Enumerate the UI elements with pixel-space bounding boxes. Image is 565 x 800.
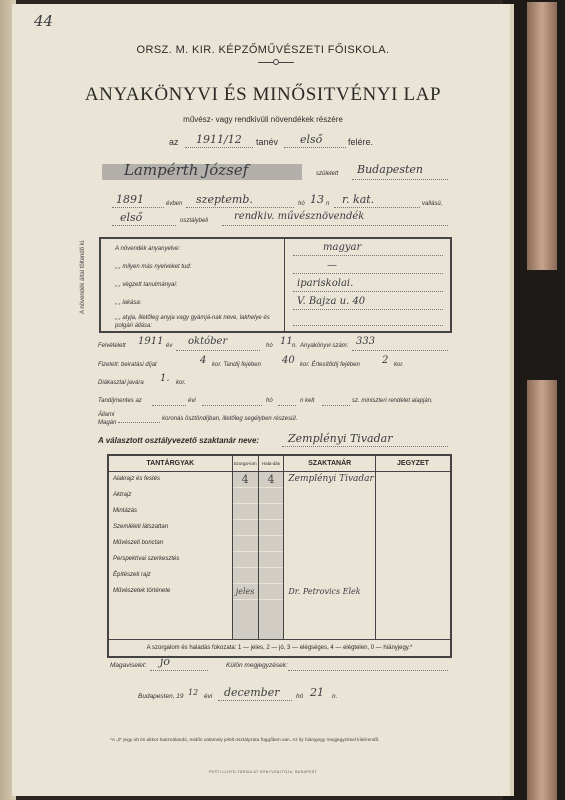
- stipend-allami: Állami: [98, 412, 115, 418]
- fee-kor1: kor. Tandíj fejében: [212, 362, 261, 368]
- ornament-dot: [273, 59, 279, 65]
- fee-kor3: kor.: [394, 362, 404, 368]
- diak-value: 1.: [160, 373, 170, 384]
- diak-label: Diákasztal javára: [98, 380, 144, 386]
- progress-cell: [258, 567, 284, 583]
- progress-cell: [258, 551, 284, 567]
- conduct-value: jó: [160, 655, 171, 668]
- sign-evi: évi: [204, 693, 213, 700]
- footnote: *A „0” jegy ott és akkor használandó, midőn valamely jelölt osztályzata függőben van. Az ily hiányjegy megjegyzésel kísérendő.: [110, 738, 380, 743]
- birth-place: Budapesten: [357, 163, 423, 176]
- progress-cell: [258, 583, 284, 599]
- enrolled-day: 11: [280, 336, 293, 347]
- address-value: V. Bajza u. 40: [297, 296, 366, 307]
- type-line: [222, 225, 448, 226]
- col-notes: JEGYZET: [375, 455, 451, 471]
- diligence-cell: [232, 551, 258, 567]
- form-subtitle: művész- vagy rendkivüli növendékek részére: [183, 115, 343, 124]
- subject-cell: Alakrajz és festés: [108, 471, 232, 487]
- mother-tongue-value: magyar: [323, 242, 362, 253]
- exempt-rest: sz. miniszteri rendelet alapján.: [352, 398, 433, 404]
- diligence-cell: [232, 487, 258, 503]
- table-row: [108, 599, 451, 639]
- student-type: rendkiv. művésznövendék: [234, 211, 365, 222]
- mother-tongue-label: A növendék anyanyelve:: [115, 246, 181, 252]
- az-label: az: [169, 137, 179, 147]
- reg-no-label: Anyakönyvi szám:: [300, 343, 349, 349]
- fee-entry: 4: [200, 355, 207, 366]
- diligence-cell: [232, 503, 258, 519]
- teacher-cell: [284, 535, 376, 551]
- class-value: első: [120, 211, 143, 224]
- teacher-label: A választott osztályvezető szaktanár neve:: [98, 436, 260, 445]
- notes-cell: [375, 567, 451, 583]
- exempt-nkelt: n kelt: [300, 398, 315, 404]
- teacher-cell: [284, 503, 376, 519]
- progress-cell: [258, 519, 284, 535]
- notes-cell: [375, 551, 451, 567]
- school-year: 1911/12: [196, 133, 242, 146]
- progress-cell: 4: [258, 471, 284, 487]
- birth-year-line: [112, 207, 164, 208]
- exempt-label: Tandíjmentes az: [98, 398, 142, 404]
- col-subjects: TANTÁRGYAK: [108, 455, 232, 471]
- exempt-evi: évi: [188, 398, 196, 404]
- studies-value: ipariskolai.: [297, 278, 354, 289]
- parent-label: „ „ atyja, illetőleg anyja vagy gyámjá-nak neve, lakhelye és polgári állása:: [115, 315, 270, 329]
- table-row: [108, 551, 451, 567]
- enrolled-n: n.: [292, 343, 298, 349]
- born-line: [352, 179, 448, 180]
- notes-cell: [375, 519, 451, 535]
- n-label: n: [326, 201, 330, 207]
- teacher-cell: [284, 551, 376, 567]
- reg-no: 333: [356, 336, 376, 347]
- year-line: [185, 147, 253, 148]
- enrolled-ho: hó: [266, 343, 273, 349]
- subject-cell: Építészeti rajz: [108, 567, 232, 583]
- sign-month: december: [224, 686, 280, 699]
- teacher-cell: Dr. Petrovics Elek: [284, 583, 376, 599]
- subject-cell: Művészeti bonctan: [108, 535, 232, 551]
- evben-label: évben: [166, 201, 183, 207]
- grade-scale: A szorgalom és haladás fokozata: 1 — jeles, 2 — jó, 3 — elégséges, 4 — elégtelen, 0 — hiányjegy.*: [108, 639, 451, 657]
- table-row: [108, 535, 451, 551]
- table-row: [108, 519, 451, 535]
- religion-suffix: vallású,: [422, 201, 443, 207]
- enrolled-month: október: [188, 336, 228, 347]
- ev-label: év: [166, 343, 173, 349]
- table-row: [108, 487, 451, 503]
- sign-ho: hó: [296, 693, 304, 700]
- table-row: [108, 471, 451, 487]
- languages-value: —: [327, 260, 337, 271]
- register-page: [12, 4, 514, 796]
- table-row: [108, 567, 451, 583]
- subject-cell: Szemléleti látszattan: [108, 519, 232, 535]
- address-label: „ „ lakása:: [115, 300, 142, 306]
- term-half: első: [300, 133, 323, 146]
- printer-mark: PESTI LLOYD-TÁRSULAT KÖNYVSAJTÓJA, BUDAPEST: [208, 770, 318, 774]
- ho-label: hó: [298, 201, 305, 207]
- side-note: A növendék által töltendő ki.: [80, 239, 86, 314]
- grades-table: [107, 454, 452, 658]
- form-title: ANYAKÖNYVI ÉS MINŐSITVÉNYI LAP: [84, 84, 442, 105]
- progress-cell: [258, 503, 284, 519]
- fees-label: Fizetett: beiratási díjat: [98, 362, 157, 368]
- half-line: [284, 147, 346, 148]
- subject-cell: Művészetek története: [108, 583, 232, 599]
- tanev-label: tanév: [256, 137, 279, 147]
- sign-year: 12: [188, 688, 199, 697]
- institution-name: ORSZ. M. KIR. KÉPZŐMŰVÉSZETI FŐISKOLA.: [136, 44, 390, 56]
- diligence-cell: [232, 567, 258, 583]
- notes-cell: [375, 471, 451, 487]
- teacher-cell: [284, 519, 376, 535]
- table-row: [108, 583, 451, 599]
- teacher-value: Zemplényi Tivadar: [288, 432, 393, 445]
- enrolled-year: 1911: [138, 336, 164, 347]
- teacher-cell: [284, 487, 376, 503]
- stipend-magan: Magán: [98, 420, 117, 426]
- table-row: [108, 503, 451, 519]
- subject-cell: Perspektívai szerkesztés: [108, 551, 232, 567]
- spine-leather-bottom: [527, 380, 557, 800]
- fee-kor2: kor. Értesítődíj fejében: [300, 362, 360, 368]
- exempt-ho: hó: [266, 398, 273, 404]
- page-number: 44: [34, 12, 54, 30]
- subject-cell: Aktrajz: [108, 487, 232, 503]
- birth-day: 13: [310, 193, 324, 206]
- teacher-cell: Zemplényi Tivadar: [284, 471, 376, 487]
- sign-prefix: Budapesten, 19: [138, 693, 184, 700]
- col-diligence: Szorga-lom: [232, 455, 258, 471]
- diligence-cell: [232, 519, 258, 535]
- notes-cell: [375, 583, 451, 599]
- teacher-cell: [284, 567, 376, 583]
- stipend-text: koronás ösztöndíjban, illetőleg segélyben részesül.: [162, 416, 298, 422]
- special-notes-label: Külön megjegyzések:: [226, 662, 288, 669]
- col-teacher: SZAKTANÁR: [284, 455, 376, 471]
- personal-info-box: [99, 237, 452, 333]
- notes-cell: [375, 487, 451, 503]
- fee-tuition: 40: [282, 355, 295, 366]
- diligence-cell: 4: [232, 471, 258, 487]
- birth-month: szeptemb.: [196, 193, 253, 206]
- notes-cell: [375, 503, 451, 519]
- subject-cell: Mintázás: [108, 503, 232, 519]
- sign-n: n.: [332, 693, 338, 700]
- diligence-cell: [232, 535, 258, 551]
- conduct-label: Magaviselet:: [110, 662, 147, 669]
- class-label: osztálybeli: [180, 218, 209, 224]
- religion-line: [334, 207, 420, 208]
- col-progress: Hala-dás: [258, 455, 284, 471]
- diligence-cell: jeles: [232, 583, 258, 599]
- born-label: született: [316, 171, 339, 177]
- spine-leather-top: [527, 2, 557, 270]
- studies-label: „ „ végzett tanulmányai:: [115, 282, 178, 288]
- languages-label: „ „ milyen más nyelveket tud:: [115, 264, 192, 270]
- birth-month-line: [186, 207, 294, 208]
- birth-year: 1891: [116, 193, 144, 206]
- student-name: Lampérth József: [124, 161, 249, 179]
- enrolled-label: Felvételett: [98, 343, 126, 349]
- fee-notice: 2: [382, 355, 389, 366]
- diak-kor: kor.: [176, 380, 186, 386]
- felere-label: felére.: [348, 137, 374, 147]
- progress-cell: [258, 487, 284, 503]
- notes-cell: [375, 535, 451, 551]
- class-line: [112, 225, 176, 226]
- sign-day: 21: [310, 686, 324, 699]
- progress-cell: [258, 535, 284, 551]
- religion: r. kat.: [342, 193, 375, 206]
